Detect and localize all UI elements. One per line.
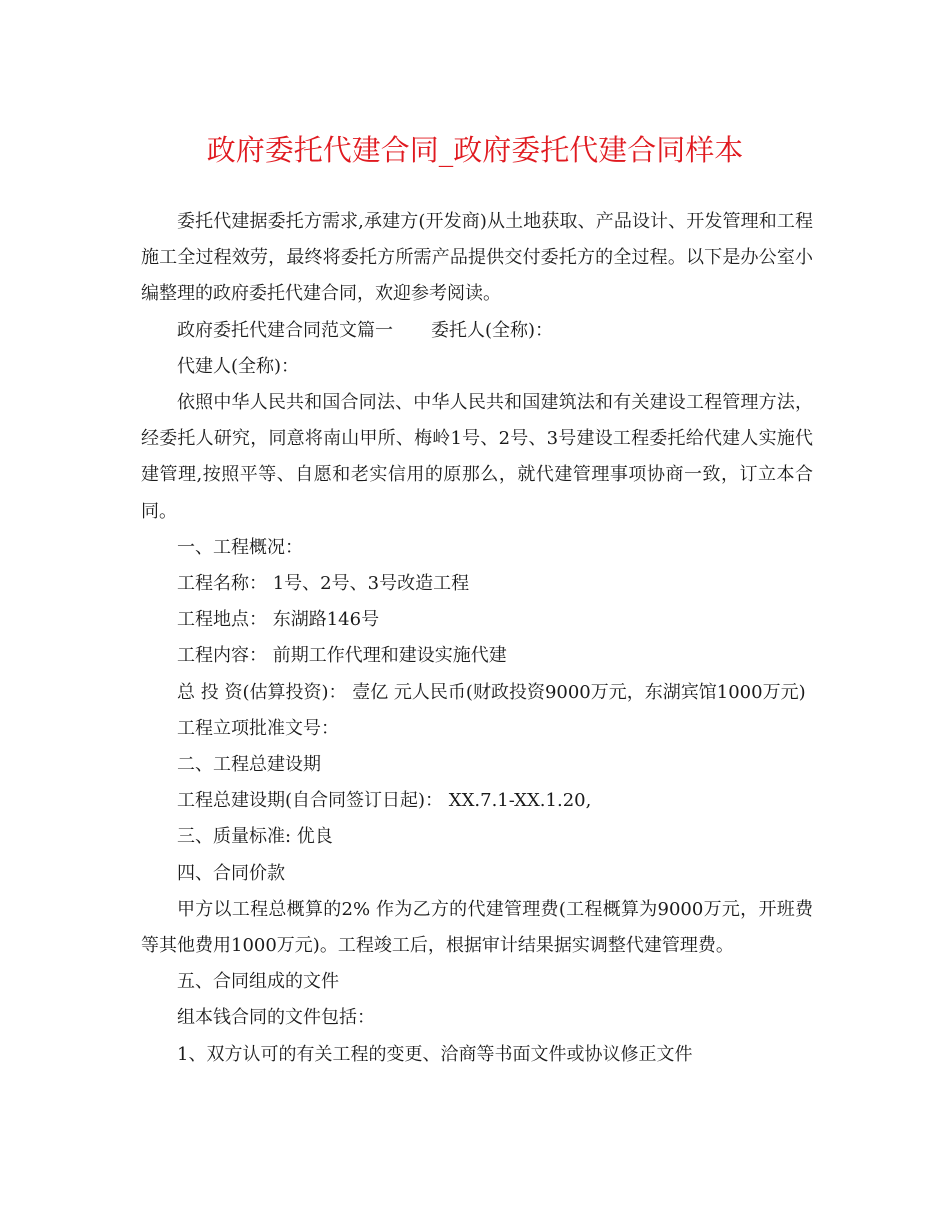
section-contract-documents: 五、合同组成的文件	[177, 971, 339, 993]
section-construction-period: 二、工程总建设期	[177, 754, 321, 776]
section-contract-price: 四、合同价款	[177, 862, 285, 884]
approval-number: 工程立项批准文号：	[177, 717, 339, 739]
project-location: 工程地点： 东湖路146号	[177, 609, 380, 631]
section-project-overview: 一、工程概况：	[177, 536, 303, 558]
project-name: 工程名称： 1号、2号、3号改造工程	[177, 573, 470, 595]
sample-heading: 政府委托代建合同范文篇一	[177, 319, 393, 341]
construction-period: 工程总建设期(自合同签订日起)： XX.7.1-XX.1.20,	[177, 790, 592, 812]
project-content: 工程内容： 前期工作代理和建设实施代建	[177, 645, 507, 667]
contract-documents-intro: 组本钱合同的文件包括：	[177, 1007, 375, 1029]
intro-paragraph: 委托代建据委托方需求,承建方(开发商)从土地获取、产品设计、开发管理和工程施工全过程效劳，最终将委托方所需产品提供交付委托方的全过程。以下是办公室小编整理的政府委托代建合同，欢迎参考阅读。	[141, 211, 813, 305]
contract-document-item-1: 1、双方认可的有关工程的变更、洽商等书面文件或协议修正文件	[177, 1043, 693, 1065]
section-quality-standard: 三、质量标准: 优良	[177, 826, 333, 848]
basis-paragraph: 依照中华人民共和国合同法、中华人民共和国建筑法和有关建设工程管理方法，经委托人研究，同意将南山甲所、梅岭1号、2号、3号建设工程委托给代建人实施代建管理,按照平等、自愿和老实信用的原那么，就代建管理事项协商一致，订立本合同。	[141, 392, 813, 522]
contract-price-paragraph: 甲方以工程总概算的2% 作为乙方的代建管理费(工程概算为9000万元，开班费等其他费用1000万元)。工程竣工后，根据审计结果据实调整代建管理费。	[141, 898, 813, 957]
total-investment: 总 投 资(估算投资)： 壹亿 元人民币(财政投资9000万元，东湖宾馆1000万元)	[177, 681, 806, 703]
document-title: 政府委托代建合同_政府委托代建合同样本	[206, 133, 744, 167]
document-body	[141, 204, 813, 1073]
sample-heading-line	[141, 313, 813, 349]
client-name-label: 委托人(全称)：	[431, 319, 554, 341]
agent-name-label: 代建人(全称)：	[177, 355, 300, 377]
